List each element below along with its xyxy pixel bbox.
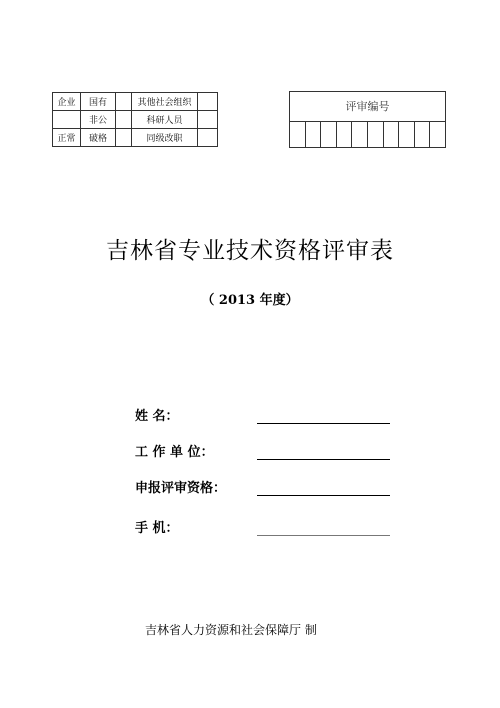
category-cell: 破格 <box>81 129 116 147</box>
category-row <box>53 129 218 147</box>
qualification-input-line[interactable] <box>257 495 390 496</box>
work-unit-label: 工 作 单 位： <box>135 445 214 460</box>
review-number-label: 评审编号 <box>290 92 445 122</box>
category-checkbox-cell[interactable] <box>116 93 132 111</box>
category-table <box>52 92 218 147</box>
review-number-cell[interactable] <box>399 122 415 148</box>
year-line: （ 2013 年度） <box>201 293 299 308</box>
category-cell: 科研人员 <box>132 111 198 129</box>
review-number-cell[interactable] <box>306 122 322 148</box>
name-input-line[interactable] <box>257 423 390 424</box>
category-checkbox-cell[interactable] <box>116 129 132 147</box>
work-unit-input-line[interactable] <box>257 459 390 460</box>
category-row <box>53 111 218 129</box>
category-cell: 企业 <box>53 93 81 111</box>
review-number-cell[interactable] <box>368 122 384 148</box>
name-label: 姓 名： <box>135 409 179 424</box>
category-row <box>53 93 218 111</box>
category-cell: 其他社会组织 <box>132 93 198 111</box>
document-title: 吉林省专业技术资格评审表 <box>106 238 394 264</box>
review-number-cell[interactable] <box>352 122 368 148</box>
issuer-line: 吉林省人力资源和社会保障厅 制 <box>145 623 317 637</box>
review-number-cell[interactable] <box>384 122 400 148</box>
review-number-cell[interactable] <box>290 122 306 148</box>
category-checkbox-cell[interactable] <box>198 93 218 111</box>
review-number-cells <box>290 122 445 148</box>
review-number-cell[interactable] <box>430 122 445 148</box>
mobile-input-line[interactable] <box>257 535 390 536</box>
mobile-label: 手 机： <box>135 521 179 536</box>
qualification-label: 申报评审资格： <box>135 481 227 496</box>
review-number-box <box>289 91 446 148</box>
review-number-cell[interactable] <box>321 122 337 148</box>
category-cell: 国有 <box>81 93 116 111</box>
category-cell: 同级改职 <box>132 129 198 147</box>
review-number-cell[interactable] <box>337 122 353 148</box>
category-checkbox-cell[interactable] <box>116 111 132 129</box>
review-number-cell[interactable] <box>415 122 431 148</box>
category-checkbox-cell[interactable] <box>198 111 218 129</box>
category-cell: 非公 <box>81 111 116 129</box>
category-checkbox-cell[interactable] <box>198 129 218 147</box>
category-cell: 正常 <box>53 129 81 147</box>
category-cell <box>53 111 81 129</box>
